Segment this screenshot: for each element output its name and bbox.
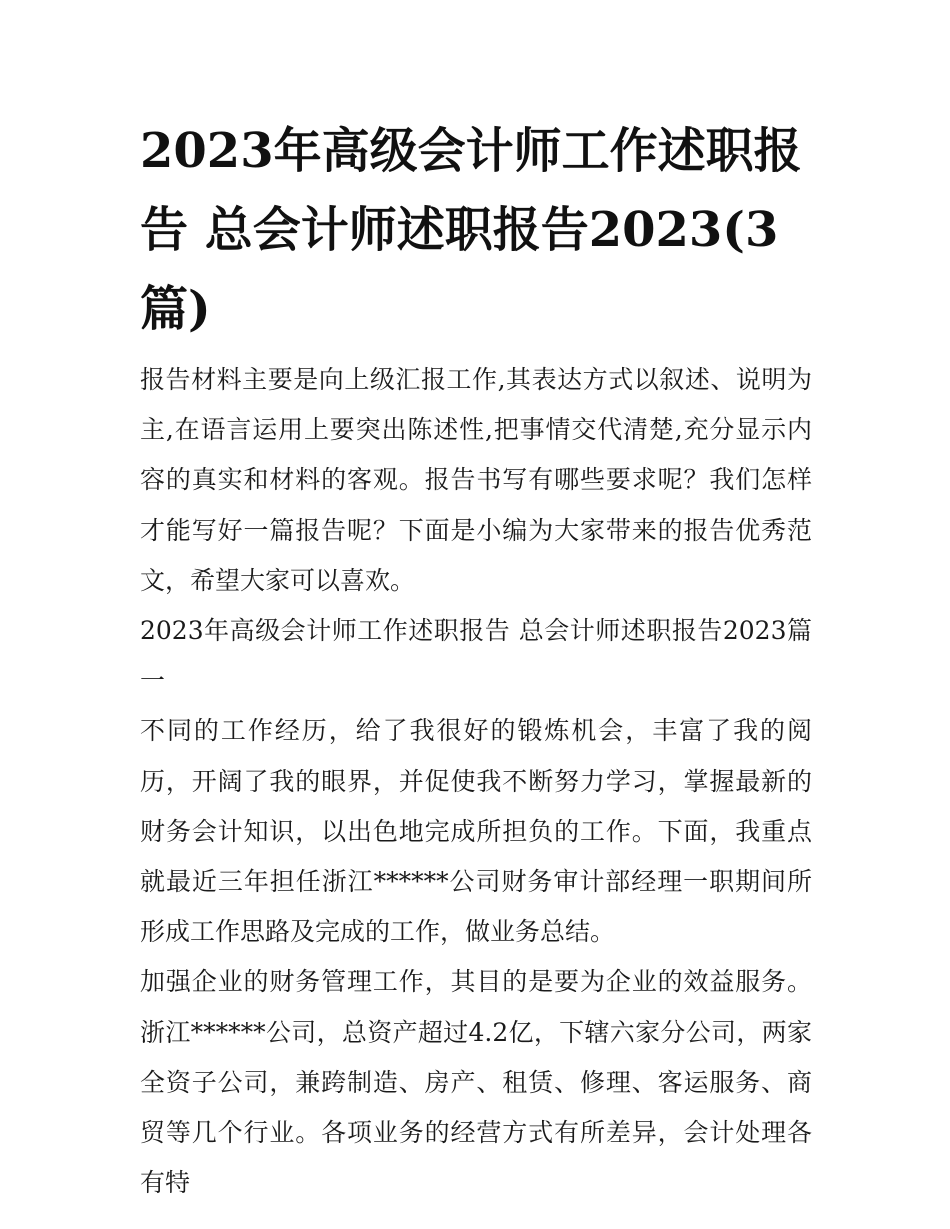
document-body bbox=[140, 355, 812, 1208]
intro-paragraph: 报告材料主要是向上级汇报工作,其表达方式以叙述、说明为主,在语言运用上要突出陈述性,把事情交代清楚,充分显示内容的真实和材料的客观。报告书写有哪些要求呢？我们怎样才能写好一篇报告呢？下面是小编为大家带来的报告优秀范文，希望大家可以喜欢。 bbox=[140, 365, 812, 595]
section-heading-paragraph: 2023年高级会计师工作述职报告 总会计师述职报告2023篇一 bbox=[140, 616, 812, 696]
body-paragraph: 不同的工作经历，给了我很好的锻炼机会，丰富了我的阅历，开阔了我的眼界，并促使我不断努力学习，掌握最新的财务会计知识，以出色地完成所担负的工作。下面，我重点就最近三年担任浙江******公司财务审计部经理一职期间所形成工作思路及完成的工作，做业务总结。 bbox=[140, 716, 812, 947]
document-title: 2023年高级会计师工作述职报告 总会计师述职报告2023(3篇) bbox=[140, 123, 802, 337]
body-paragraph: 加强企业的财务管理工作，其目的是要为企业的效益服务。浙江******公司，总资产超过4.2亿，下辖六家分公司，两家全资子公司，兼跨制造、房产、租赁、修理、客运服务、商贸等几个行业。各项业务的经营方式有所差异，会计处理各有特 bbox=[140, 967, 812, 1198]
